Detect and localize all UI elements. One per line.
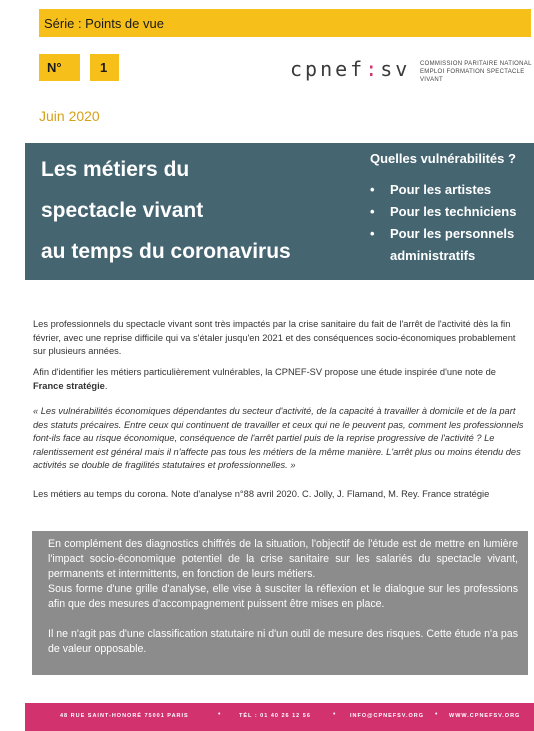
number-label: N° — [47, 60, 62, 75]
cpnef-logo — [290, 57, 410, 81]
disclaimer-paragraph: Il ne n'agit pas d'une classification statutaire ni d'un outil de mesure des risques. Cette étude n'a pas de valeur opposable. — [48, 628, 518, 655]
series-bar — [39, 9, 531, 37]
footer-phone: TÉL : 01 40 26 12 56 — [239, 713, 311, 719]
bullet-icon: • — [370, 204, 375, 219]
logo-sub-line-2: EMPLOI FORMATION SPECTACLE VIVANT — [420, 69, 525, 83]
france-strategie-label: France stratégie — [33, 380, 105, 391]
aim-paragraph: Afin d'identifier les métiers particulièrement vulnérables, la CPNEF-SV propose une étude inspirée d'une note de France stratégie. — [33, 367, 496, 391]
objective-paragraph: En complément des diagnostics chiffrés de la situation, l'objectif de l'étude est de mettre en lumière l'impact socio-économique potentiel de la crise sanitaire sur les salariés du spectacle vivant, permanents et intermittents, en fonction de leurs métiers. Sous forme d'une grille d'analyse, elle vise à susciter la réflexion et le dialogue sur les professions afin que des mesures d'accompagnement puissent être mises en place. — [48, 538, 518, 610]
document-title — [41, 149, 361, 272]
logo-sub-line-1: COMMISSION PARITAIRE NATIONAL — [420, 61, 532, 67]
title-line-2: spectacle vivant — [41, 199, 204, 222]
list-item: • Pour les artistes — [370, 179, 534, 201]
bullet-icon: • — [370, 182, 375, 197]
footer-email[interactable]: INFO@CPNEFSV.ORG — [350, 713, 425, 719]
series-label: Série : Points de vue — [44, 16, 164, 31]
footer-separator: • — [218, 711, 221, 718]
bullet-icon: • — [370, 226, 375, 241]
title-line-1: Les métiers du — [41, 158, 190, 181]
number-value: 1 — [100, 60, 108, 75]
objective-box — [32, 531, 528, 675]
logo-colon: : — [365, 57, 381, 81]
list-item: • Pour les personnels administratifs — [370, 223, 534, 267]
logo-name-left: cpnef — [290, 57, 366, 81]
list-item: • Pour les techniciens — [370, 201, 534, 223]
footer-website[interactable]: WWW.CPNEFSV.ORG — [449, 713, 521, 719]
number-label-box — [39, 54, 80, 81]
publication-date: Juin 2020 — [39, 108, 100, 124]
footer-address: 48 RUE SAINT-HONORÉ 75001 PARIS — [60, 713, 189, 719]
quotation: « Les vulnérabilités économiques dépendantes du secteur d'activité, de la capacité à travailler à domicile et de la part des statuts précaires. Entre ceux qui continuent de travailler et ceux qui ne le peuvent pas, comment les professionnels font-ils face au risque économique, conséquence de l'arrêt partiel puis de la reprise progressive de l'activité ? Le ralentissement est général mais il n'affecte pas tous les métiers de la même manière. L'arrêt plus ou moins étendu des activités se double de fragilités statutaires et professionnelles. » — [33, 406, 524, 470]
footer-separator: • — [435, 711, 438, 718]
logo-subtitle — [420, 60, 534, 84]
number-value-box — [90, 54, 119, 81]
intro-paragraph: Les professionnels du spectacle vivant sont très impactés par la crise sanitaire du fait de l'arrêt de l'activité dès la fin février, avec une reprise difficile qui va s'étaler jusqu'en 2021 et des conséquences socio-économiques probablement sur plusieurs années. — [33, 319, 516, 356]
footer-bar — [25, 703, 534, 731]
vulnerability-list — [370, 179, 534, 267]
logo-name-right: sv — [380, 57, 411, 81]
title-banner — [25, 143, 534, 280]
footer-separator: • — [333, 711, 336, 718]
title-line-3: au temps du coronavirus — [41, 240, 291, 263]
vulnerability-question: Quelles vulnérabilités ? — [370, 151, 516, 166]
quote-source: Les métiers au temps du corona. Note d'analyse n°88 avril 2020. C. Jolly, J. Flamand, M. Rey. France stratégie — [33, 489, 490, 499]
